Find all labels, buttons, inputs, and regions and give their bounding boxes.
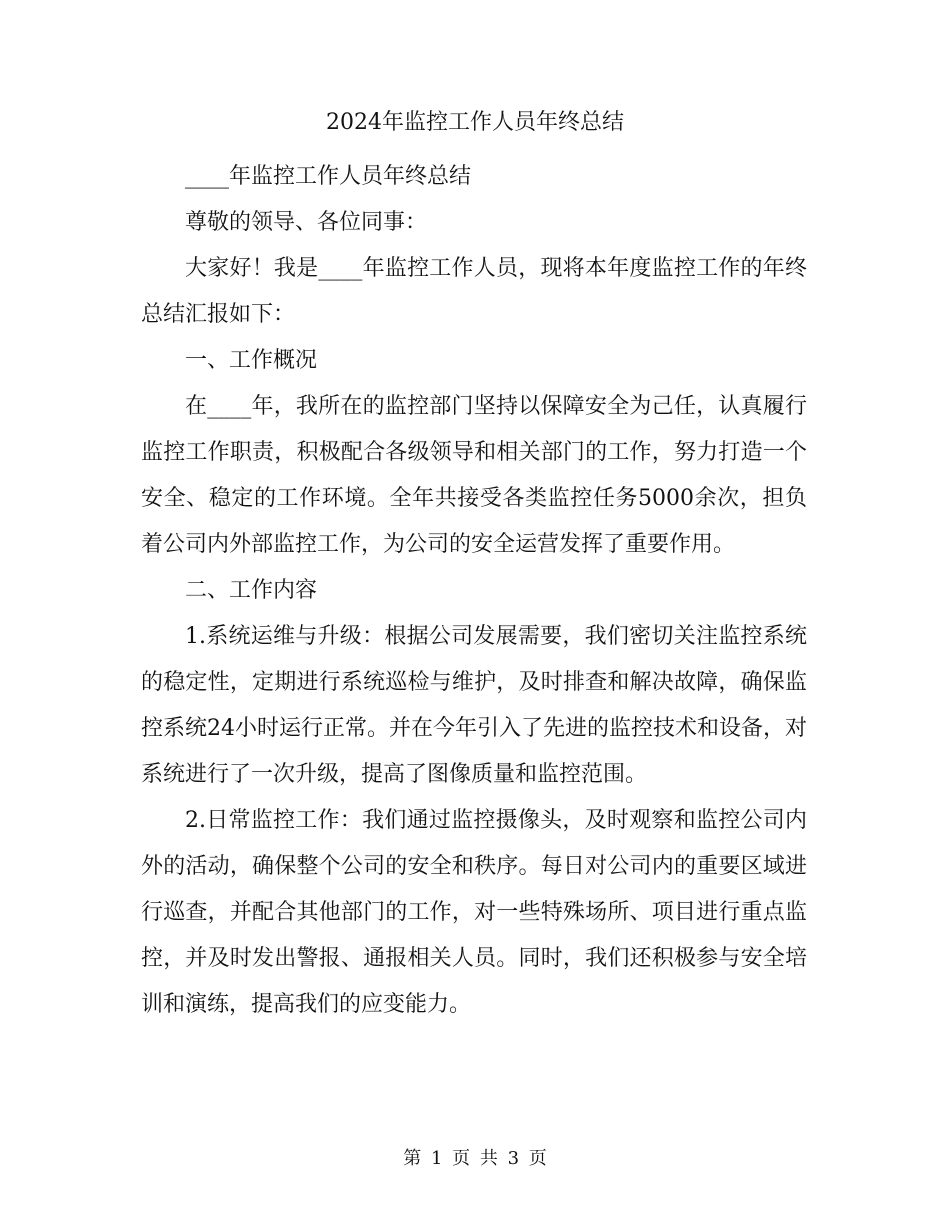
document-body [141, 154, 807, 1028]
section-heading-overview: 一、工作概况 [185, 348, 318, 373]
page-footer: 第 1 页 共 3 页 [403, 1148, 547, 1169]
paragraph-salutation: 尊敬的领导、各位同事： [185, 210, 428, 235]
paragraph-system-maintenance: 1.系统运维与升级：根据公司发展需要，我们密切关注监控系统的稳定性，定期进行系统巡检与维护，及时排查和解决故障，确保监控系统24小时运行正常。并在今年引入了先进的监控技术和设备，对系统进行了一次升级，提高了图像质量和监控范围。 [141, 624, 807, 787]
section-heading-content: 二、工作内容 [185, 578, 318, 603]
paragraph-subtitle: ____年监控工作人员年终总结 [185, 164, 472, 189]
paragraph-overview: 在____年，我所在的监控部门坚持以保障安全为己任，认真履行监控工作职责，积极配合各级领导和相关部门的工作，努力打造一个安全、稳定的工作环境。全年共接受各类监控任务5000余次，担负着公司内外部监控工作，为公司的安全运营发挥了重要作用。 [141, 394, 807, 557]
paragraph-daily-monitoring: 2.日常监控工作：我们通过监控摄像头，及时观察和监控公司内外的活动，确保整个公司的安全和秩序。每日对公司内的重要区域进行巡查，并配合其他部门的工作，对一些特殊场所、项目进行重点监控，并及时发出警报、通报相关人员。同时，我们还积极参与安全培训和演练，提高我们的应变能力。 [141, 808, 807, 1017]
paragraph-intro: 大家好！我是____年监控工作人员，现将本年度监控工作的年终总结汇报如下： [141, 256, 807, 327]
document-title: 2024年监控工作人员年终总结 [326, 110, 624, 135]
